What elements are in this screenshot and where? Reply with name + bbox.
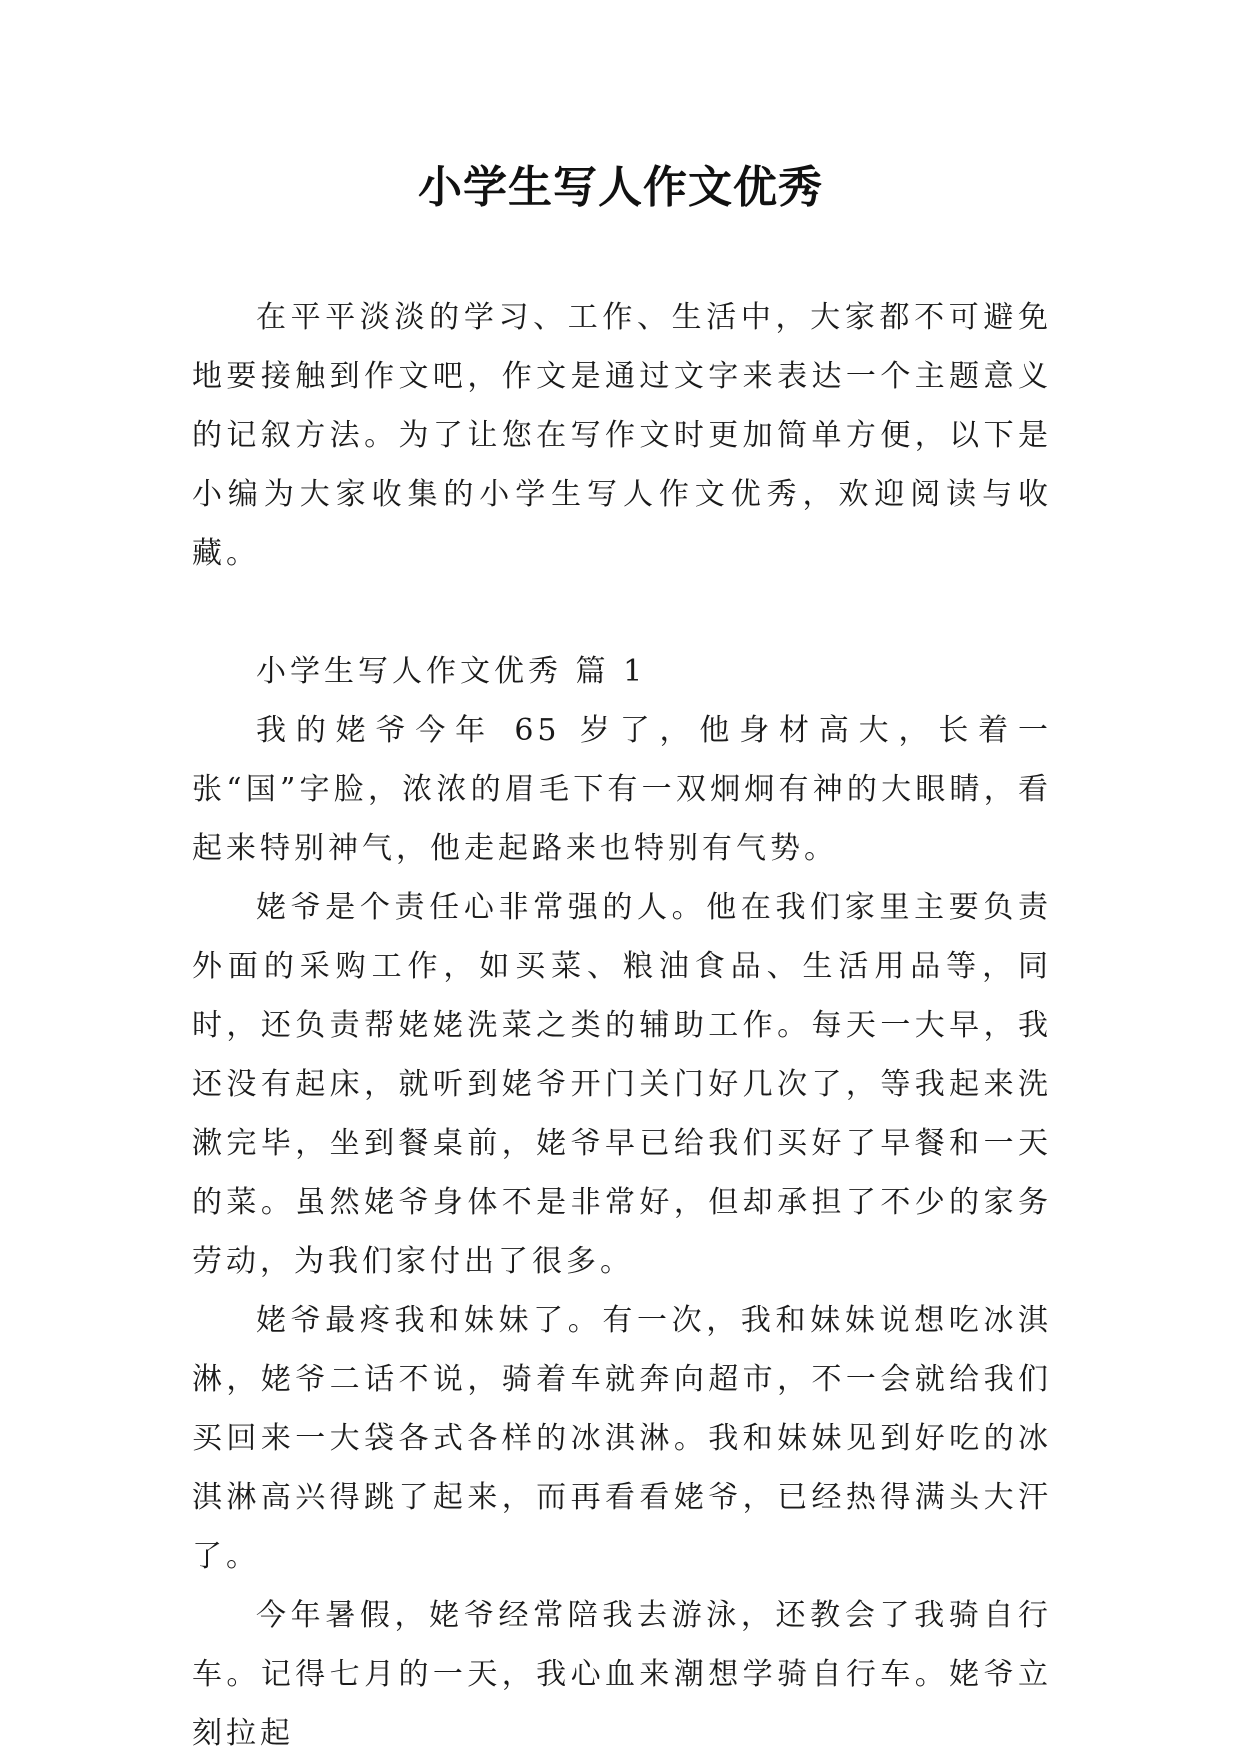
body-paragraph: 姥爷是个责任心非常强的人。他在我们家里主要负责外面的采购工作，如买菜、粮油食品、生活用品等，同时，还负责帮姥姥洗菜之类的辅助工作。每天一大早，我还没有起床，就听到姥爷开门关门好几次了，等我起来洗漱完毕，坐到餐桌前，姥爷早已给我们买好了早餐和一天的菜。虽然姥爷身体不是非常好，但却承担了不少的家务劳动，为我们家付出了很多。 [192,890,1052,1279]
body-paragraph: 今年暑假，姥爷经常陪我去游泳，还教会了我骑自行车。记得七月的一天，我心血来潮想学骑自行车。姥爷立刻拉起 [192,1598,1052,1751]
body-paragraph: 姥爷最疼我和妹妹了。有一次，我和妹妹说想吃冰淇淋，姥爷二话不说，骑着车就奔向超市，不一会就给我们买回来一大袋各式各样的冰淇淋。我和妹妹见到好吃的冰淇淋高兴得跳了起来，而再看看姥爷，已经热得满头大汗了。 [192,1303,1052,1574]
body-paragraph: 我的姥爷今年 65 岁了，他身材高大，长着一张“国”字脸，浓浓的眉毛下有一双炯炯有神的大眼睛，看起来特别神气，他走起路来也特别有气势。 [192,713,1052,866]
document-body [192,288,1052,1763]
intro-paragraph: 在平平淡淡的学习、工作、生活中，大家都不可避免地要接触到作文吧，作文是通过文字来表达一个主题意义的记叙方法。为了让您在写作文时更加简单方便，以下是小编为大家收集的小学生写人作文优秀，欢迎阅读与收藏。 [192,300,1052,571]
section-heading: 小学生写人作文优秀 篇 1 [256,654,647,689]
document-title: 小学生写人作文优秀 [418,162,823,213]
